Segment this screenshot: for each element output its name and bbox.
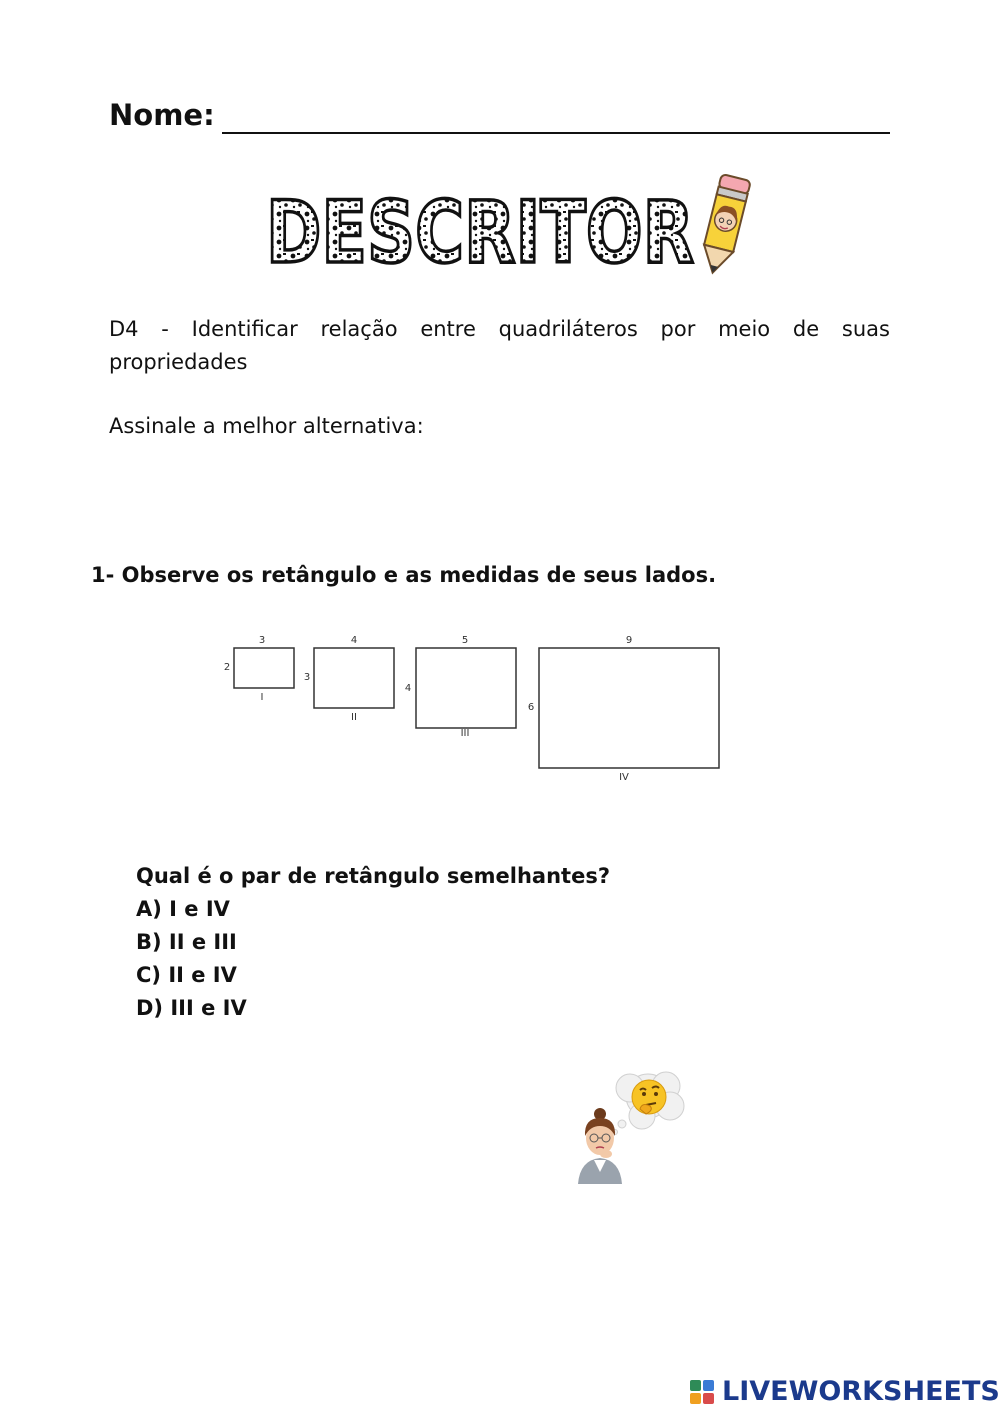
rect-ii-width: 4 — [350, 635, 358, 646]
rect-i-width: 3 — [258, 635, 266, 646]
liveworksheets-text: LIVEWORKSHEETS — [722, 1376, 1000, 1407]
rectangle-iii — [416, 648, 516, 728]
option-c[interactable]: C) II e IV — [136, 963, 237, 987]
question-block — [136, 860, 610, 1025]
rectangle-ii — [314, 648, 394, 708]
rectangle-i — [234, 648, 294, 688]
rect-ii-height: 3 — [303, 672, 311, 683]
option-d[interactable]: D) III e IV — [136, 996, 247, 1020]
rectangle-iv — [539, 648, 719, 768]
rect-i-height: 2 — [223, 662, 231, 673]
question-prompt: Qual é o par de retângulo semelhantes? — [136, 864, 611, 888]
logo-text: DESCRITOR — [266, 183, 694, 283]
rect-iv-label: IV — [619, 772, 629, 783]
option-b[interactable]: B) II e III — [136, 930, 237, 954]
pencil-icon — [698, 174, 751, 276]
instruction-text: Assinale a melhor alternativa: — [109, 414, 424, 438]
rect-i-label: I — [260, 692, 264, 703]
name-label: Nome: — [109, 98, 215, 132]
liveworksheets-icon — [688, 1378, 718, 1408]
liveworksheets-logo — [688, 1374, 1000, 1410]
rectangles-figure — [220, 630, 730, 790]
question-title: 1- Observe os retângulo e as medidas de seus lados. — [91, 563, 717, 587]
name-input-line[interactable] — [222, 132, 890, 134]
rect-iii-label: III — [460, 728, 470, 739]
rect-ii-label: II — [351, 712, 357, 723]
rect-iv-width: 9 — [625, 635, 633, 646]
rect-iv-height: 6 — [527, 702, 535, 713]
descriptor-text: D4 - Identificar relação entre quadriláteros por meio de suas propriedades — [109, 317, 890, 374]
thinking-teacher-icon — [570, 1062, 695, 1184]
option-a[interactable]: A) I e IV — [136, 897, 230, 921]
descriptor-logo — [262, 168, 762, 283]
rect-iii-height: 4 — [404, 683, 412, 694]
rect-iii-width: 5 — [461, 635, 469, 646]
